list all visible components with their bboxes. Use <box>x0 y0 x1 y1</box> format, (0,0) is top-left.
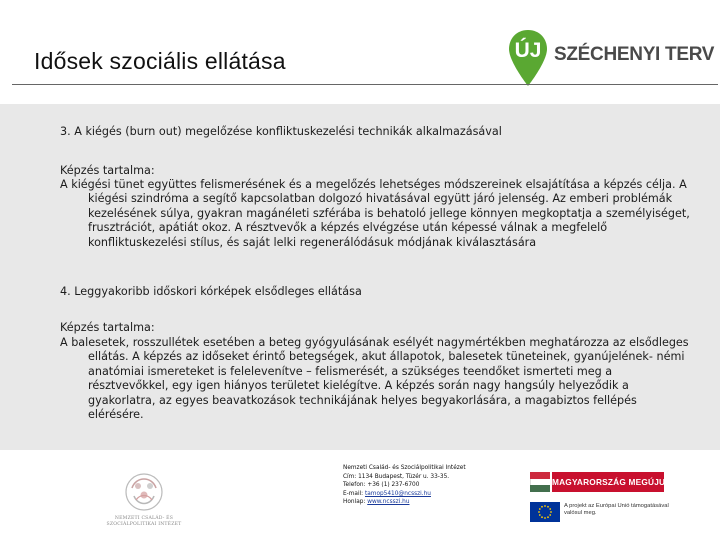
contact-line: Nemzeti Család- és Szociálpolitikai Intézet <box>343 465 466 471</box>
website-link[interactable]: www.ncsszi.hu <box>367 499 410 506</box>
logo-pin-text: ÚJ <box>514 39 542 62</box>
section2-body: A balesetek, rosszullétek esetében a beteg gyógyulásának esélyét nagymértékben meghatározza az elsődleges ellátás. A képzés az időseket érintő betegségek, akut állapotok, balesetek tüneteinek, gyanújelének- némi anatómiai ismereteket is felelevenítve – felismerését, a szükséges teendőket ismerteti meg a résztvevőkkel, egy igen hiányos területet kielégítve. A képzés során nagy hangsúly helyeződik a gyakorlatra, az egyes beavatkozások technikájának helyes begyakorlására, a magabiztos fellépés elérésére. <box>60 336 689 422</box>
contact-line: Telefon: +36 (1) 237-6700 <box>343 482 420 489</box>
location-pin-icon <box>506 28 550 90</box>
section1-heading: 3. A kiégés (burn out) megelőzése konfliktuskezelési technikák alkalmazásával <box>60 125 502 138</box>
org-logo <box>96 466 192 536</box>
eu-support-notice <box>530 502 680 524</box>
badge-text: MAGYARORSZÁG MEGÚJUL <box>552 472 664 492</box>
contact-block <box>343 464 513 507</box>
szechenyi-terv-logo <box>506 28 716 90</box>
email-label: E-mail: <box>343 490 365 497</box>
eu-support-text: A projekt az Európai Unió támogatásával valósul meg. <box>564 503 669 516</box>
contact-web-row <box>343 498 513 507</box>
contact-email-row <box>343 490 513 499</box>
eu-stars-icon <box>530 502 560 522</box>
logo-brand-text: SZÉCHENYI TERV <box>554 44 715 65</box>
section2-heading: 4. Leggyakoribb időskori kórképek elsődleges ellátása <box>60 285 362 298</box>
slide-title: Idősek szociális ellátása <box>34 48 286 74</box>
magyarorszag-megujul-badge <box>530 472 671 492</box>
slide-footer <box>0 450 720 540</box>
hungarian-flag-icon <box>530 472 550 492</box>
contact-line: Cím: 1134 Budapest, Tüzér u. 33-35. <box>343 473 450 480</box>
header-divider <box>12 84 718 85</box>
slide-header <box>0 0 720 104</box>
eu-flag-icon <box>530 502 560 522</box>
org-logo-name: NEMZETI CSALÁD- ÉS SZOCIÁLPOLITIKAI INTÉZET <box>106 516 182 527</box>
section2-label: Képzés tartalma: <box>60 321 155 334</box>
web-label: Honlap: <box>343 499 368 506</box>
email-link[interactable]: tamop5410@ncsszi.hu <box>364 490 431 497</box>
section1-body: A kiégési tünet együttes felismerésének és a megelőzés lehetséges módszereinek elsajátítása a képzés célja. A kiégési szindróma a segítő kapcsolatban dolgozó hivatásával együtt járó jelenség. Az emberi problémák kezelésének súlya, gyakran magánéleti szférába is behatoló jellege könnyen megkoptatja a személyiséget, frusztrációt, apátiát okoz. A résztvevők a képzés elvégzése után képessé válnak a megfelelő konfliktuskezelési stílus, és saját lelki regenerálódásuk módjának kiválasztására <box>60 178 690 249</box>
family-emblem-icon <box>96 466 192 516</box>
content-panel <box>0 104 720 450</box>
section1-label: Képzés tartalma: <box>60 164 155 177</box>
